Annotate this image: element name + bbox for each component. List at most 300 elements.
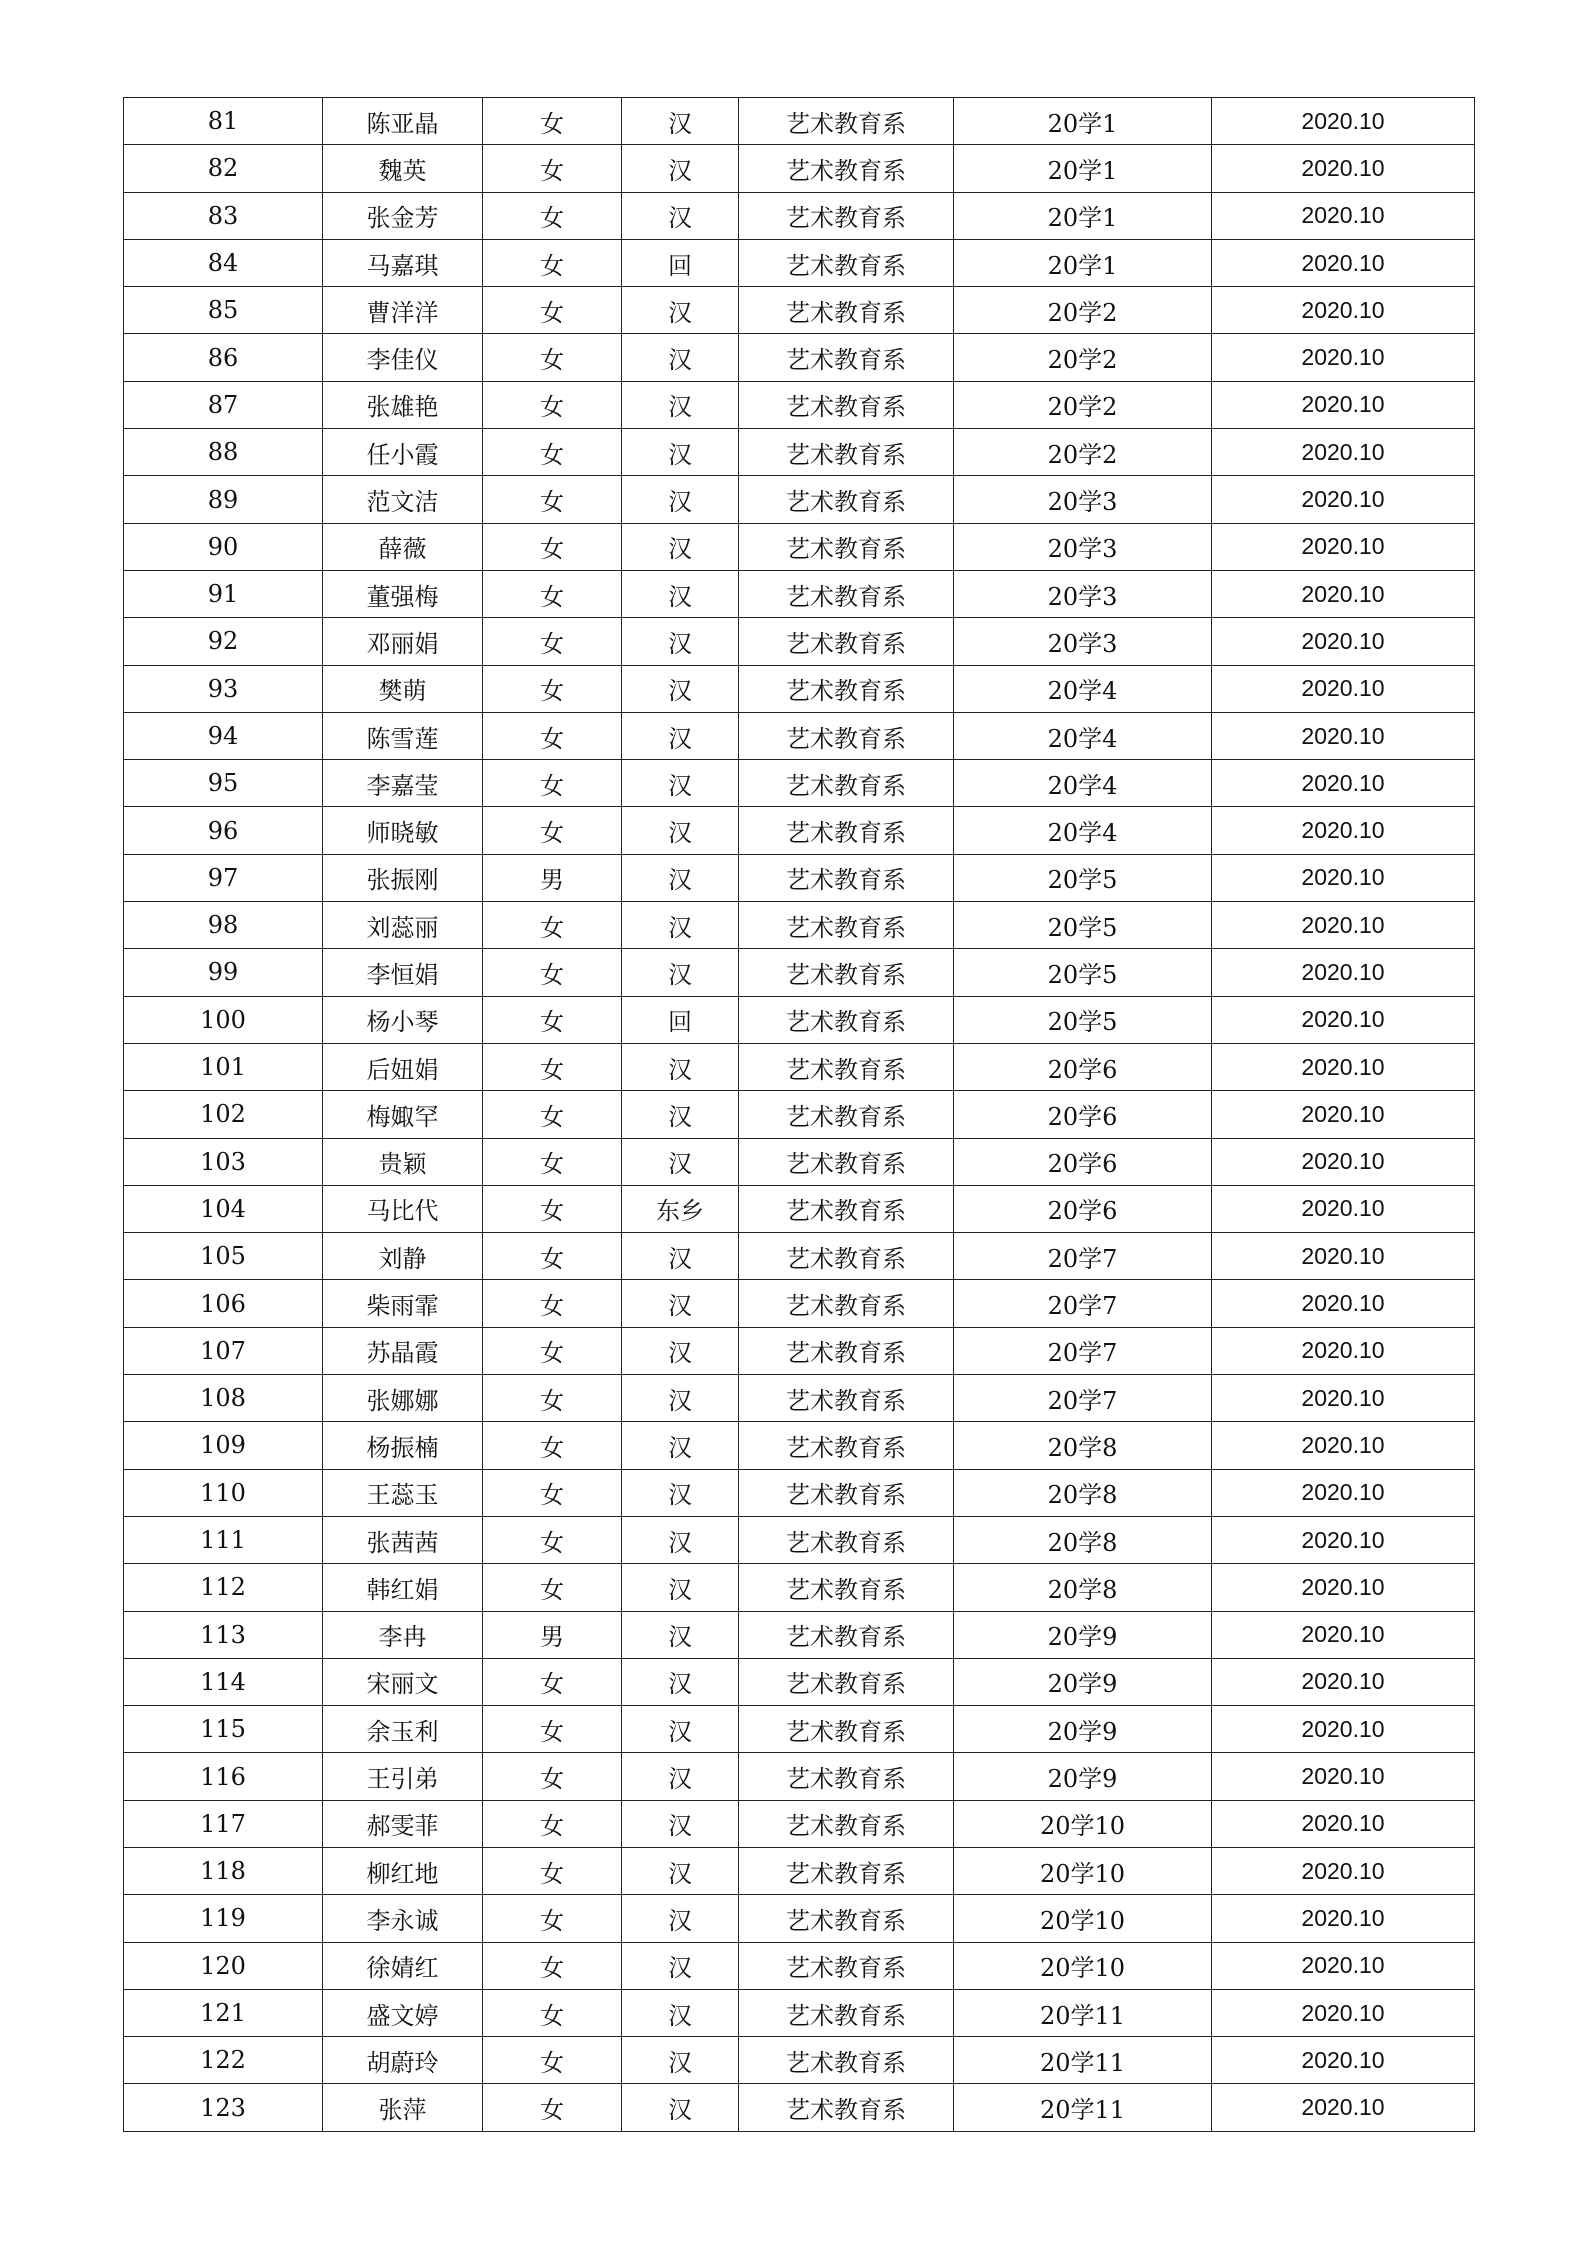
- department-cell: 艺术教育系: [739, 1469, 954, 1516]
- gender-cell: 女: [483, 1516, 622, 1563]
- name-cell: 梅娵罕: [323, 1091, 483, 1138]
- row-number-cell: 90: [124, 523, 323, 570]
- table-row: [124, 1516, 1475, 1563]
- class-cell: 20学2: [954, 429, 1212, 476]
- row-number-cell: 89: [124, 476, 323, 523]
- department-cell: 艺术教育系: [739, 665, 954, 712]
- gender-cell: 女: [483, 1989, 622, 2036]
- ethnicity-cell: 汉: [622, 523, 739, 570]
- ethnicity-cell: 汉: [622, 2084, 739, 2131]
- name-cell: 张振刚: [323, 854, 483, 901]
- ethnicity-cell: 汉: [622, 2037, 739, 2084]
- date-cell: 2020.10: [1212, 996, 1475, 1043]
- table-row: [124, 949, 1475, 996]
- ethnicity-cell: 汉: [622, 476, 739, 523]
- row-number-cell: 120: [124, 1942, 323, 1989]
- department-cell: 艺术教育系: [739, 429, 954, 476]
- ethnicity-cell: 汉: [622, 1895, 739, 1942]
- date-cell: 2020.10: [1212, 1800, 1475, 1847]
- ethnicity-cell: 汉: [622, 1280, 739, 1327]
- row-number-cell: 113: [124, 1611, 323, 1658]
- row-number-cell: 111: [124, 1516, 323, 1563]
- table-body: [124, 98, 1475, 2132]
- row-number-cell: 96: [124, 807, 323, 854]
- gender-cell: 女: [483, 381, 622, 428]
- table-row: [124, 1422, 1475, 1469]
- row-number-cell: 87: [124, 381, 323, 428]
- table-row: [124, 1043, 1475, 1090]
- name-cell: 后妞娟: [323, 1043, 483, 1090]
- date-cell: 2020.10: [1212, 570, 1475, 617]
- name-cell: 李冉: [323, 1611, 483, 1658]
- row-number-cell: 121: [124, 1989, 323, 2036]
- name-cell: 刘蕊丽: [323, 902, 483, 949]
- table-row: [124, 902, 1475, 949]
- gender-cell: 女: [483, 712, 622, 759]
- class-cell: 20学7: [954, 1375, 1212, 1422]
- date-cell: 2020.10: [1212, 1138, 1475, 1185]
- date-cell: 2020.10: [1212, 1942, 1475, 1989]
- name-cell: 马比代: [323, 1185, 483, 1232]
- department-cell: 艺术教育系: [739, 618, 954, 665]
- gender-cell: 女: [483, 2037, 622, 2084]
- table-row: [124, 570, 1475, 617]
- gender-cell: 女: [483, 192, 622, 239]
- gender-cell: 女: [483, 1043, 622, 1090]
- row-number-cell: 105: [124, 1233, 323, 1280]
- ethnicity-cell: 汉: [622, 1611, 739, 1658]
- gender-cell: 女: [483, 570, 622, 617]
- row-number-cell: 116: [124, 1753, 323, 1800]
- class-cell: 20学5: [954, 902, 1212, 949]
- ethnicity-cell: 东乡: [622, 1185, 739, 1232]
- gender-cell: 女: [483, 1847, 622, 1894]
- ethnicity-cell: 汉: [622, 665, 739, 712]
- class-cell: 20学2: [954, 381, 1212, 428]
- row-number-cell: 103: [124, 1138, 323, 1185]
- name-cell: 张娜娜: [323, 1375, 483, 1422]
- row-number-cell: 94: [124, 712, 323, 759]
- name-cell: 王蕊玉: [323, 1469, 483, 1516]
- row-number-cell: 117: [124, 1800, 323, 1847]
- table-row: [124, 1280, 1475, 1327]
- department-cell: 艺术教育系: [739, 1611, 954, 1658]
- name-cell: 邓丽娟: [323, 618, 483, 665]
- row-number-cell: 100: [124, 996, 323, 1043]
- class-cell: 20学10: [954, 1800, 1212, 1847]
- date-cell: 2020.10: [1212, 239, 1475, 286]
- row-number-cell: 88: [124, 429, 323, 476]
- row-number-cell: 93: [124, 665, 323, 712]
- row-number-cell: 95: [124, 760, 323, 807]
- date-cell: 2020.10: [1212, 1611, 1475, 1658]
- class-cell: 20学2: [954, 287, 1212, 334]
- name-cell: 张萍: [323, 2084, 483, 2131]
- department-cell: 艺术教育系: [739, 1989, 954, 2036]
- date-cell: 2020.10: [1212, 98, 1475, 145]
- row-number-cell: 114: [124, 1658, 323, 1705]
- name-cell: 苏晶霞: [323, 1327, 483, 1374]
- date-cell: 2020.10: [1212, 1375, 1475, 1422]
- gender-cell: 女: [483, 98, 622, 145]
- row-number-cell: 99: [124, 949, 323, 996]
- table-row: [124, 1847, 1475, 1894]
- date-cell: 2020.10: [1212, 334, 1475, 381]
- date-cell: 2020.10: [1212, 807, 1475, 854]
- ethnicity-cell: 汉: [622, 1753, 739, 1800]
- date-cell: 2020.10: [1212, 712, 1475, 759]
- date-cell: 2020.10: [1212, 1091, 1475, 1138]
- department-cell: 艺术教育系: [739, 1564, 954, 1611]
- department-cell: 艺术教育系: [739, 1706, 954, 1753]
- class-cell: 20学9: [954, 1658, 1212, 1705]
- gender-cell: 女: [483, 1327, 622, 1374]
- ethnicity-cell: 汉: [622, 1658, 739, 1705]
- department-cell: 艺术教育系: [739, 1847, 954, 1894]
- date-cell: 2020.10: [1212, 949, 1475, 996]
- date-cell: 2020.10: [1212, 1043, 1475, 1090]
- date-cell: 2020.10: [1212, 902, 1475, 949]
- department-cell: 艺术教育系: [739, 902, 954, 949]
- class-cell: 20学10: [954, 1847, 1212, 1894]
- table-row: [124, 1375, 1475, 1422]
- gender-cell: 男: [483, 1611, 622, 1658]
- date-cell: 2020.10: [1212, 1989, 1475, 2036]
- name-cell: 任小霞: [323, 429, 483, 476]
- name-cell: 范文洁: [323, 476, 483, 523]
- date-cell: 2020.10: [1212, 476, 1475, 523]
- row-number-cell: 81: [124, 98, 323, 145]
- gender-cell: 女: [483, 239, 622, 286]
- class-cell: 20学8: [954, 1469, 1212, 1516]
- class-cell: 20学10: [954, 1895, 1212, 1942]
- name-cell: 刘静: [323, 1233, 483, 1280]
- gender-cell: 女: [483, 429, 622, 476]
- table-row: [124, 1753, 1475, 1800]
- class-cell: 20学3: [954, 523, 1212, 570]
- gender-cell: 女: [483, 807, 622, 854]
- row-number-cell: 122: [124, 2037, 323, 2084]
- name-cell: 魏英: [323, 145, 483, 192]
- table-row: [124, 1989, 1475, 2036]
- gender-cell: 女: [483, 996, 622, 1043]
- name-cell: 曹洋洋: [323, 287, 483, 334]
- class-cell: 20学5: [954, 854, 1212, 901]
- name-cell: 柴雨霏: [323, 1280, 483, 1327]
- date-cell: 2020.10: [1212, 1327, 1475, 1374]
- date-cell: 2020.10: [1212, 2084, 1475, 2131]
- ethnicity-cell: 汉: [622, 1422, 739, 1469]
- department-cell: 艺术教育系: [739, 523, 954, 570]
- class-cell: 20学6: [954, 1185, 1212, 1232]
- department-cell: 艺术教育系: [739, 1658, 954, 1705]
- table-row: [124, 1706, 1475, 1753]
- class-cell: 20学8: [954, 1564, 1212, 1611]
- ethnicity-cell: 汉: [622, 760, 739, 807]
- table-row: [124, 1800, 1475, 1847]
- class-cell: 20学4: [954, 665, 1212, 712]
- table-row: [124, 712, 1475, 759]
- ethnicity-cell: 汉: [622, 1469, 739, 1516]
- class-cell: 20学4: [954, 712, 1212, 759]
- ethnicity-cell: 汉: [622, 1091, 739, 1138]
- department-cell: 艺术教育系: [739, 98, 954, 145]
- date-cell: 2020.10: [1212, 2037, 1475, 2084]
- class-cell: 20学1: [954, 192, 1212, 239]
- ethnicity-cell: 汉: [622, 618, 739, 665]
- row-number-cell: 123: [124, 2084, 323, 2131]
- department-cell: 艺术教育系: [739, 1233, 954, 1280]
- name-cell: 马嘉琪: [323, 239, 483, 286]
- name-cell: 余玉利: [323, 1706, 483, 1753]
- gender-cell: 女: [483, 1706, 622, 1753]
- table-row: [124, 1185, 1475, 1232]
- class-cell: 20学6: [954, 1091, 1212, 1138]
- date-cell: 2020.10: [1212, 665, 1475, 712]
- gender-cell: 女: [483, 2084, 622, 2131]
- row-number-cell: 82: [124, 145, 323, 192]
- date-cell: 2020.10: [1212, 1564, 1475, 1611]
- table-row: [124, 429, 1475, 476]
- ethnicity-cell: 汉: [622, 287, 739, 334]
- department-cell: 艺术教育系: [739, 334, 954, 381]
- class-cell: 20学4: [954, 807, 1212, 854]
- gender-cell: 女: [483, 1895, 622, 1942]
- ethnicity-cell: 汉: [622, 712, 739, 759]
- name-cell: 徐婧红: [323, 1942, 483, 1989]
- name-cell: 张金芳: [323, 192, 483, 239]
- date-cell: 2020.10: [1212, 1895, 1475, 1942]
- class-cell: 20学9: [954, 1706, 1212, 1753]
- department-cell: 艺术教育系: [739, 1895, 954, 1942]
- ethnicity-cell: 汉: [622, 1233, 739, 1280]
- ethnicity-cell: 汉: [622, 1327, 739, 1374]
- department-cell: 艺术教育系: [739, 1942, 954, 1989]
- row-number-cell: 119: [124, 1895, 323, 1942]
- row-number-cell: 108: [124, 1375, 323, 1422]
- date-cell: 2020.10: [1212, 429, 1475, 476]
- table-row: [124, 2037, 1475, 2084]
- table-row: [124, 192, 1475, 239]
- table-row: [124, 239, 1475, 286]
- ethnicity-cell: 汉: [622, 334, 739, 381]
- name-cell: 王引弟: [323, 1753, 483, 1800]
- ethnicity-cell: 汉: [622, 192, 739, 239]
- ethnicity-cell: 汉: [622, 145, 739, 192]
- class-cell: 20学3: [954, 570, 1212, 617]
- name-cell: 董强梅: [323, 570, 483, 617]
- table-row: [124, 996, 1475, 1043]
- table-row: [124, 1658, 1475, 1705]
- row-number-cell: 110: [124, 1469, 323, 1516]
- name-cell: 薛薇: [323, 523, 483, 570]
- ethnicity-cell: 汉: [622, 1706, 739, 1753]
- gender-cell: 女: [483, 1280, 622, 1327]
- table-row: [124, 1091, 1475, 1138]
- department-cell: 艺术教育系: [739, 1753, 954, 1800]
- name-cell: 盛文婷: [323, 1989, 483, 2036]
- gender-cell: 女: [483, 1185, 622, 1232]
- table-row: [124, 523, 1475, 570]
- department-cell: 艺术教育系: [739, 996, 954, 1043]
- row-number-cell: 112: [124, 1564, 323, 1611]
- table-row: [124, 2084, 1475, 2131]
- department-cell: 艺术教育系: [739, 807, 954, 854]
- name-cell: 张雄艳: [323, 381, 483, 428]
- table-row: [124, 1611, 1475, 1658]
- gender-cell: 女: [483, 1753, 622, 1800]
- class-cell: 20学1: [954, 145, 1212, 192]
- row-number-cell: 109: [124, 1422, 323, 1469]
- date-cell: 2020.10: [1212, 854, 1475, 901]
- department-cell: 艺术教育系: [739, 2037, 954, 2084]
- department-cell: 艺术教育系: [739, 1091, 954, 1138]
- gender-cell: 女: [483, 287, 622, 334]
- ethnicity-cell: 汉: [622, 570, 739, 617]
- gender-cell: 女: [483, 1091, 622, 1138]
- class-cell: 20学7: [954, 1233, 1212, 1280]
- ethnicity-cell: 汉: [622, 1043, 739, 1090]
- department-cell: 艺术教育系: [739, 476, 954, 523]
- name-cell: 韩红娟: [323, 1564, 483, 1611]
- class-cell: 20学5: [954, 949, 1212, 996]
- row-number-cell: 107: [124, 1327, 323, 1374]
- name-cell: 陈亚晶: [323, 98, 483, 145]
- ethnicity-cell: 汉: [622, 1800, 739, 1847]
- department-cell: 艺术教育系: [739, 287, 954, 334]
- gender-cell: 男: [483, 854, 622, 901]
- table-row: [124, 854, 1475, 901]
- name-cell: 樊萌: [323, 665, 483, 712]
- gender-cell: 女: [483, 665, 622, 712]
- ethnicity-cell: 汉: [622, 807, 739, 854]
- class-cell: 20学6: [954, 1043, 1212, 1090]
- gender-cell: 女: [483, 902, 622, 949]
- class-cell: 20学9: [954, 1611, 1212, 1658]
- gender-cell: 女: [483, 476, 622, 523]
- date-cell: 2020.10: [1212, 1185, 1475, 1232]
- ethnicity-cell: 汉: [622, 949, 739, 996]
- gender-cell: 女: [483, 1564, 622, 1611]
- date-cell: 2020.10: [1212, 1233, 1475, 1280]
- class-cell: 20学9: [954, 1753, 1212, 1800]
- ethnicity-cell: 汉: [622, 1138, 739, 1185]
- class-cell: 20学11: [954, 1989, 1212, 2036]
- row-number-cell: 104: [124, 1185, 323, 1232]
- name-cell: 郝雯菲: [323, 1800, 483, 1847]
- gender-cell: 女: [483, 1469, 622, 1516]
- date-cell: 2020.10: [1212, 523, 1475, 570]
- ethnicity-cell: 汉: [622, 902, 739, 949]
- name-cell: 贵颖: [323, 1138, 483, 1185]
- name-cell: 李佳仪: [323, 334, 483, 381]
- table-row: [124, 381, 1475, 428]
- table-row: [124, 98, 1475, 145]
- date-cell: 2020.10: [1212, 1753, 1475, 1800]
- row-number-cell: 102: [124, 1091, 323, 1138]
- table-row: [124, 1942, 1475, 1989]
- row-number-cell: 106: [124, 1280, 323, 1327]
- date-cell: 2020.10: [1212, 1516, 1475, 1563]
- gender-cell: 女: [483, 1138, 622, 1185]
- ethnicity-cell: 汉: [622, 1516, 739, 1563]
- ethnicity-cell: 汉: [622, 429, 739, 476]
- date-cell: 2020.10: [1212, 618, 1475, 665]
- department-cell: 艺术教育系: [739, 192, 954, 239]
- table-row: [124, 760, 1475, 807]
- name-cell: 陈雪莲: [323, 712, 483, 759]
- department-cell: 艺术教育系: [739, 1138, 954, 1185]
- class-cell: 20学4: [954, 760, 1212, 807]
- table-row: [124, 334, 1475, 381]
- row-number-cell: 92: [124, 618, 323, 665]
- ethnicity-cell: 汉: [622, 854, 739, 901]
- name-cell: 师晓敏: [323, 807, 483, 854]
- department-cell: 艺术教育系: [739, 570, 954, 617]
- department-cell: 艺术教育系: [739, 712, 954, 759]
- table-row: [124, 1895, 1475, 1942]
- ethnicity-cell: 汉: [622, 1564, 739, 1611]
- date-cell: 2020.10: [1212, 381, 1475, 428]
- table-row: [124, 618, 1475, 665]
- gender-cell: 女: [483, 1658, 622, 1705]
- table-row: [124, 807, 1475, 854]
- ethnicity-cell: 汉: [622, 381, 739, 428]
- table-row: [124, 665, 1475, 712]
- department-cell: 艺术教育系: [739, 381, 954, 428]
- class-cell: 20学11: [954, 2037, 1212, 2084]
- class-cell: 20学6: [954, 1138, 1212, 1185]
- date-cell: 2020.10: [1212, 1706, 1475, 1753]
- class-cell: 20学8: [954, 1422, 1212, 1469]
- table-row: [124, 1327, 1475, 1374]
- ethnicity-cell: 汉: [622, 98, 739, 145]
- date-cell: 2020.10: [1212, 145, 1475, 192]
- date-cell: 2020.10: [1212, 192, 1475, 239]
- table-row: [124, 1138, 1475, 1185]
- class-cell: 20学2: [954, 334, 1212, 381]
- department-cell: 艺术教育系: [739, 949, 954, 996]
- table-row: [124, 1564, 1475, 1611]
- department-cell: 艺术教育系: [739, 1422, 954, 1469]
- name-cell: 李嘉莹: [323, 760, 483, 807]
- ethnicity-cell: 汉: [622, 1375, 739, 1422]
- class-cell: 20学3: [954, 618, 1212, 665]
- gender-cell: 女: [483, 523, 622, 570]
- row-number-cell: 86: [124, 334, 323, 381]
- student-roster-table: [123, 97, 1475, 2132]
- gender-cell: 女: [483, 1800, 622, 1847]
- gender-cell: 女: [483, 760, 622, 807]
- class-cell: 20学5: [954, 996, 1212, 1043]
- department-cell: 艺术教育系: [739, 239, 954, 286]
- row-number-cell: 85: [124, 287, 323, 334]
- name-cell: 柳红地: [323, 1847, 483, 1894]
- row-number-cell: 118: [124, 1847, 323, 1894]
- ethnicity-cell: 汉: [622, 1989, 739, 2036]
- class-cell: 20学11: [954, 2084, 1212, 2131]
- name-cell: 胡蔚玲: [323, 2037, 483, 2084]
- department-cell: 艺术教育系: [739, 1043, 954, 1090]
- department-cell: 艺术教育系: [739, 2084, 954, 2131]
- department-cell: 艺术教育系: [739, 145, 954, 192]
- row-number-cell: 84: [124, 239, 323, 286]
- class-cell: 20学1: [954, 98, 1212, 145]
- date-cell: 2020.10: [1212, 287, 1475, 334]
- gender-cell: 女: [483, 1422, 622, 1469]
- department-cell: 艺术教育系: [739, 1280, 954, 1327]
- row-number-cell: 115: [124, 1706, 323, 1753]
